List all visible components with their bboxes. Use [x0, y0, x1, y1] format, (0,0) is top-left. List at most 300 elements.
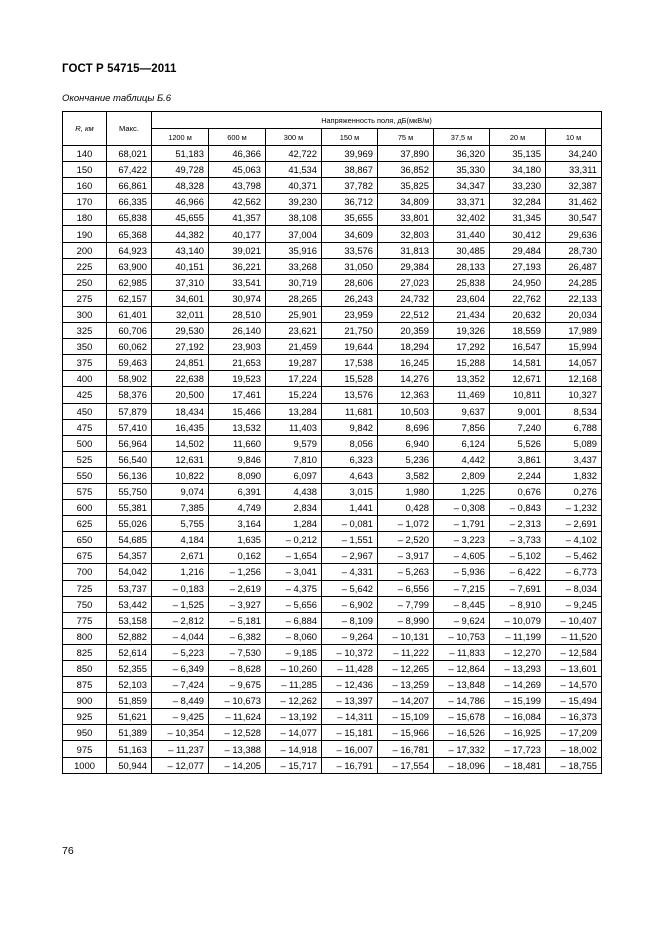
value-cell: – 12,270 — [490, 644, 546, 660]
value-cell: 34,347 — [434, 178, 490, 194]
value-cell: 11,403 — [266, 419, 322, 435]
table-row — [63, 178, 602, 194]
value-cell: 36,221 — [209, 258, 266, 274]
max-cell: 68,021 — [107, 146, 152, 162]
value-cell: – 13,397 — [322, 693, 378, 709]
value-cell: 22,512 — [378, 306, 434, 322]
value-cell: – 1,072 — [378, 516, 434, 532]
value-cell: 42,562 — [209, 194, 266, 210]
value-cell: – 5,263 — [378, 564, 434, 580]
value-cell: 34,240 — [546, 146, 602, 162]
value-cell: – 6,556 — [378, 580, 434, 596]
value-cell: – 13,192 — [266, 709, 322, 725]
value-cell: – 18,096 — [434, 757, 490, 773]
table-caption: Окончание таблицы Б.6 — [62, 93, 172, 104]
distance-cell: 950 — [63, 725, 107, 741]
value-cell: – 14,570 — [546, 677, 602, 693]
value-cell: 2,834 — [266, 500, 322, 516]
value-cell: – 1,551 — [322, 532, 378, 548]
max-cell: 66,335 — [107, 194, 152, 210]
value-cell: 37,004 — [266, 226, 322, 242]
value-cell: 18,559 — [490, 323, 546, 339]
value-cell: 1,635 — [209, 532, 266, 548]
header-freq: 300 м — [266, 129, 322, 146]
max-cell: 56,540 — [107, 451, 152, 467]
value-cell: 1,225 — [434, 483, 490, 499]
value-cell: 39,230 — [266, 194, 322, 210]
value-cell: 31,050 — [322, 258, 378, 274]
value-cell: 17,224 — [266, 371, 322, 387]
value-cell: 6,788 — [546, 419, 602, 435]
table-row — [63, 306, 602, 322]
value-cell: 45,655 — [152, 210, 209, 226]
value-cell: – 11,237 — [152, 741, 209, 757]
value-cell: 24,732 — [378, 290, 434, 306]
value-cell: – 7,691 — [490, 580, 546, 596]
table-row — [63, 725, 602, 741]
value-cell: 2,244 — [490, 467, 546, 483]
value-cell: 39,021 — [209, 242, 266, 258]
value-cell: 27,193 — [490, 258, 546, 274]
value-cell: 28,606 — [322, 274, 378, 290]
value-cell: – 15,678 — [434, 709, 490, 725]
value-cell: 32,011 — [152, 306, 209, 322]
distance-cell: 275 — [63, 290, 107, 306]
value-cell: 33,576 — [322, 242, 378, 258]
value-cell: – 3,041 — [266, 564, 322, 580]
max-cell: 53,442 — [107, 596, 152, 612]
value-cell: 41,357 — [209, 210, 266, 226]
value-cell: 17,292 — [434, 339, 490, 355]
value-cell: 5,526 — [490, 435, 546, 451]
table-row — [63, 693, 602, 709]
value-cell: – 7,424 — [152, 677, 209, 693]
value-cell: 8,696 — [378, 419, 434, 435]
value-cell: 21,750 — [322, 323, 378, 339]
value-cell: 43,140 — [152, 242, 209, 258]
value-cell: 29,384 — [378, 258, 434, 274]
max-cell: 53,158 — [107, 612, 152, 628]
distance-cell: 925 — [63, 709, 107, 725]
value-cell: 23,903 — [209, 339, 266, 355]
value-cell: 28,730 — [546, 242, 602, 258]
value-cell: – 2,967 — [322, 548, 378, 564]
value-cell: 1,832 — [546, 467, 602, 483]
value-cell: – 15,199 — [490, 693, 546, 709]
value-cell: 30,719 — [266, 274, 322, 290]
value-cell: 16,435 — [152, 419, 209, 435]
value-cell: – 13,259 — [378, 677, 434, 693]
value-cell: – 16,007 — [322, 741, 378, 757]
value-cell: 29,636 — [546, 226, 602, 242]
value-cell: 34,609 — [322, 226, 378, 242]
value-cell: – 16,526 — [434, 725, 490, 741]
table-row — [63, 532, 602, 548]
table-row — [63, 580, 602, 596]
value-cell: – 2,812 — [152, 612, 209, 628]
distance-cell: 725 — [63, 580, 107, 596]
distance-cell: 975 — [63, 741, 107, 757]
value-cell: – 14,311 — [322, 709, 378, 725]
value-cell: 10,811 — [490, 387, 546, 403]
distance-cell: 575 — [63, 483, 107, 499]
value-cell: 9,846 — [209, 451, 266, 467]
value-cell: – 13,601 — [546, 661, 602, 677]
distance-cell: 600 — [63, 500, 107, 516]
value-cell: 23,621 — [266, 323, 322, 339]
value-cell: 17,989 — [546, 323, 602, 339]
value-cell: – 10,753 — [434, 628, 490, 644]
value-cell: 46,366 — [209, 146, 266, 162]
value-cell: 35,330 — [434, 162, 490, 178]
value-cell: – 14,269 — [490, 677, 546, 693]
table-row — [63, 258, 602, 274]
distance-cell: 180 — [63, 210, 107, 226]
header-freq: 1200 м — [152, 129, 209, 146]
value-cell: – 16,925 — [490, 725, 546, 741]
distance-cell: 500 — [63, 435, 107, 451]
value-cell: – 16,791 — [322, 757, 378, 773]
value-cell: 12,168 — [546, 371, 602, 387]
table-body — [63, 146, 602, 774]
value-cell: 2,809 — [434, 467, 490, 483]
value-cell: – 7,215 — [434, 580, 490, 596]
max-cell: 51,389 — [107, 725, 152, 741]
value-cell: 40,151 — [152, 258, 209, 274]
value-cell: – 0,308 — [434, 500, 490, 516]
value-cell: 1,441 — [322, 500, 378, 516]
max-cell: 59,463 — [107, 355, 152, 371]
value-cell: 16,245 — [378, 355, 434, 371]
value-cell: 34,601 — [152, 290, 209, 306]
value-cell: – 11,285 — [266, 677, 322, 693]
max-cell: 53,737 — [107, 580, 152, 596]
distance-cell: 170 — [63, 194, 107, 210]
value-cell: 27,192 — [152, 339, 209, 355]
value-cell: 14,581 — [490, 355, 546, 371]
value-cell: 32,387 — [546, 178, 602, 194]
value-cell: – 7,799 — [378, 596, 434, 612]
value-cell: 29,484 — [490, 242, 546, 258]
value-cell: 13,352 — [434, 371, 490, 387]
value-cell: 36,712 — [322, 194, 378, 210]
value-cell: – 13,848 — [434, 677, 490, 693]
value-cell: 20,500 — [152, 387, 209, 403]
value-cell: – 5,102 — [490, 548, 546, 564]
value-cell: 43,798 — [209, 178, 266, 194]
value-cell: 12,363 — [378, 387, 434, 403]
value-cell: 5,755 — [152, 516, 209, 532]
table-row — [63, 194, 602, 210]
value-cell: – 18,755 — [546, 757, 602, 773]
value-cell: 7,385 — [152, 500, 209, 516]
header-freq: 37,5 м — [434, 129, 490, 146]
max-cell: 54,685 — [107, 532, 152, 548]
value-cell: 17,461 — [209, 387, 266, 403]
value-cell: – 12,436 — [322, 677, 378, 693]
value-cell: – 12,584 — [546, 644, 602, 660]
value-cell: 6,940 — [378, 435, 434, 451]
distance-cell: 150 — [63, 162, 107, 178]
table-row — [63, 564, 602, 580]
value-cell: 10,822 — [152, 467, 209, 483]
value-cell: 30,485 — [434, 242, 490, 258]
max-cell: 51,621 — [107, 709, 152, 725]
header-max: Макс. — [107, 112, 152, 146]
value-cell: 1,980 — [378, 483, 434, 499]
value-cell: – 1,232 — [546, 500, 602, 516]
value-cell: 32,284 — [490, 194, 546, 210]
distance-cell: 750 — [63, 596, 107, 612]
table-row — [63, 435, 602, 451]
value-cell: – 8,990 — [378, 612, 434, 628]
table-row — [63, 644, 602, 660]
value-cell: 22,638 — [152, 371, 209, 387]
max-cell: 57,410 — [107, 419, 152, 435]
header-distance: R, км — [63, 112, 107, 146]
value-cell: 23,959 — [322, 306, 378, 322]
value-cell: 13,576 — [322, 387, 378, 403]
value-cell: 33,541 — [209, 274, 266, 290]
value-cell: 1,284 — [266, 516, 322, 532]
distance-cell: 300 — [63, 306, 107, 322]
value-cell: – 3,223 — [434, 532, 490, 548]
max-cell: 54,357 — [107, 548, 152, 564]
value-cell: – 2,520 — [378, 532, 434, 548]
table-row — [63, 274, 602, 290]
value-cell: 26,140 — [209, 323, 266, 339]
value-cell: – 8,449 — [152, 693, 209, 709]
max-cell: 55,750 — [107, 483, 152, 499]
value-cell: – 6,884 — [266, 612, 322, 628]
value-cell: – 14,207 — [378, 693, 434, 709]
table-row — [63, 339, 602, 355]
value-cell: – 18,002 — [546, 741, 602, 757]
value-cell: 34,180 — [490, 162, 546, 178]
distance-cell: 425 — [63, 387, 107, 403]
value-cell: 9,637 — [434, 403, 490, 419]
distance-cell: 450 — [63, 403, 107, 419]
distance-cell: 1000 — [63, 757, 107, 773]
distance-cell: 375 — [63, 355, 107, 371]
distance-cell: 550 — [63, 467, 107, 483]
value-cell: 17,538 — [322, 355, 378, 371]
value-cell: – 12,864 — [434, 661, 490, 677]
value-cell: – 0,212 — [266, 532, 322, 548]
max-cell: 54,042 — [107, 564, 152, 580]
value-cell: 15,466 — [209, 403, 266, 419]
table-row — [63, 661, 602, 677]
value-cell: – 4,102 — [546, 532, 602, 548]
max-cell: 51,163 — [107, 741, 152, 757]
value-cell: 25,901 — [266, 306, 322, 322]
value-cell: 20,359 — [378, 323, 434, 339]
table-row — [63, 210, 602, 226]
value-cell: – 8,628 — [209, 661, 266, 677]
value-cell: – 5,181 — [209, 612, 266, 628]
value-cell: 29,530 — [152, 323, 209, 339]
value-cell: 10,327 — [546, 387, 602, 403]
table-row — [63, 467, 602, 483]
value-cell: – 9,245 — [546, 596, 602, 612]
value-cell: 3,164 — [209, 516, 266, 532]
max-cell: 61,401 — [107, 306, 152, 322]
value-cell: – 6,382 — [209, 628, 266, 644]
max-cell: 55,026 — [107, 516, 152, 532]
value-cell: 23,604 — [434, 290, 490, 306]
value-cell: – 11,199 — [490, 628, 546, 644]
max-cell: 56,136 — [107, 467, 152, 483]
distance-cell: 160 — [63, 178, 107, 194]
table-row — [63, 451, 602, 467]
header-freq: 10 м — [546, 129, 602, 146]
max-cell: 65,368 — [107, 226, 152, 242]
value-cell: 8,090 — [209, 467, 266, 483]
value-cell: 19,326 — [434, 323, 490, 339]
max-cell: 57,879 — [107, 403, 152, 419]
value-cell: – 15,717 — [266, 757, 322, 773]
header-freq: 75 м — [378, 129, 434, 146]
value-cell: – 11,624 — [209, 709, 266, 725]
header-field-strength: Напряженность поля, дБ(мкВ/м) — [152, 112, 602, 129]
value-cell: 27,023 — [378, 274, 434, 290]
max-cell: 55,381 — [107, 500, 152, 516]
table-row — [63, 741, 602, 757]
distance-cell: 800 — [63, 628, 107, 644]
max-cell: 67,422 — [107, 162, 152, 178]
value-cell: – 14,077 — [266, 725, 322, 741]
value-cell: – 5,936 — [434, 564, 490, 580]
value-cell: – 17,723 — [490, 741, 546, 757]
value-cell: – 12,265 — [378, 661, 434, 677]
max-cell: 50,944 — [107, 757, 152, 773]
value-cell: 42,722 — [266, 146, 322, 162]
distance-cell: 190 — [63, 226, 107, 242]
value-cell: – 5,223 — [152, 644, 209, 660]
value-cell: 21,653 — [209, 355, 266, 371]
value-cell: 0,162 — [209, 548, 266, 564]
value-cell: – 15,109 — [378, 709, 434, 725]
value-cell: – 7,530 — [209, 644, 266, 660]
value-cell: 15,994 — [546, 339, 602, 355]
value-cell: 22,762 — [490, 290, 546, 306]
header-freq: 600 м — [209, 129, 266, 146]
value-cell: 40,177 — [209, 226, 266, 242]
value-cell: – 12,528 — [209, 725, 266, 741]
value-cell: 28,265 — [266, 290, 322, 306]
value-cell: 21,434 — [434, 306, 490, 322]
distance-cell: 525 — [63, 451, 107, 467]
value-cell: – 14,918 — [266, 741, 322, 757]
value-cell: – 10,673 — [209, 693, 266, 709]
value-cell: 31,345 — [490, 210, 546, 226]
value-cell: 24,950 — [490, 274, 546, 290]
distance-cell: 875 — [63, 677, 107, 693]
value-cell: – 10,407 — [546, 612, 602, 628]
value-cell: – 2,313 — [490, 516, 546, 532]
value-cell: – 11,520 — [546, 628, 602, 644]
value-cell: – 5,656 — [266, 596, 322, 612]
value-cell: 37,782 — [322, 178, 378, 194]
value-cell: – 0,081 — [322, 516, 378, 532]
value-cell: 6,391 — [209, 483, 266, 499]
value-cell: 46,966 — [152, 194, 209, 210]
value-cell: – 6,902 — [322, 596, 378, 612]
value-cell: 3,582 — [378, 467, 434, 483]
value-cell: 14,502 — [152, 435, 209, 451]
value-cell: – 17,332 — [434, 741, 490, 757]
table-row — [63, 387, 602, 403]
value-cell: 44,382 — [152, 226, 209, 242]
max-cell: 56,964 — [107, 435, 152, 451]
value-cell: 1,216 — [152, 564, 209, 580]
table-header — [63, 112, 602, 146]
value-cell: – 11,833 — [434, 644, 490, 660]
table-row — [63, 516, 602, 532]
page-number: 76 — [62, 845, 74, 857]
table-row — [63, 403, 602, 419]
value-cell: 36,852 — [378, 162, 434, 178]
value-cell: – 17,554 — [378, 757, 434, 773]
value-cell: 35,916 — [266, 242, 322, 258]
value-cell: – 11,222 — [378, 644, 434, 660]
value-cell: 13,284 — [266, 403, 322, 419]
value-cell: 37,310 — [152, 274, 209, 290]
value-cell: 6,124 — [434, 435, 490, 451]
value-cell: – 13,293 — [490, 661, 546, 677]
value-cell: – 9,675 — [209, 677, 266, 693]
value-cell: 30,547 — [546, 210, 602, 226]
value-cell: – 15,494 — [546, 693, 602, 709]
max-cell: 60,062 — [107, 339, 152, 355]
distance-cell: 850 — [63, 661, 107, 677]
distance-cell: 325 — [63, 323, 107, 339]
value-cell: 4,184 — [152, 532, 209, 548]
max-cell: 58,902 — [107, 371, 152, 387]
value-cell: – 10,260 — [266, 661, 322, 677]
value-cell: 3,437 — [546, 451, 602, 467]
value-cell: 35,135 — [490, 146, 546, 162]
max-cell: 52,614 — [107, 644, 152, 660]
value-cell: – 4,375 — [266, 580, 322, 596]
value-cell: – 3,733 — [490, 532, 546, 548]
max-cell: 62,157 — [107, 290, 152, 306]
value-cell: 11,469 — [434, 387, 490, 403]
value-cell: 28,510 — [209, 306, 266, 322]
value-cell: 32,402 — [434, 210, 490, 226]
max-cell: 58,376 — [107, 387, 152, 403]
max-cell: 52,103 — [107, 677, 152, 693]
value-cell: 21,459 — [266, 339, 322, 355]
value-cell: 6,097 — [266, 467, 322, 483]
value-cell: 4,643 — [322, 467, 378, 483]
document-code: ГОСТ Р 54715—2011 — [62, 63, 177, 75]
value-cell: 0,276 — [546, 483, 602, 499]
header-freq: 20 м — [490, 129, 546, 146]
value-cell: 9,074 — [152, 483, 209, 499]
distance-cell: 625 — [63, 516, 107, 532]
value-cell: 35,655 — [322, 210, 378, 226]
value-cell: – 10,131 — [378, 628, 434, 644]
max-cell: 65,838 — [107, 210, 152, 226]
table-row — [63, 612, 602, 628]
table-row — [63, 548, 602, 564]
value-cell: – 10,372 — [322, 644, 378, 660]
max-cell: 66,861 — [107, 178, 152, 194]
value-cell: 30,974 — [209, 290, 266, 306]
value-cell: 3,861 — [490, 451, 546, 467]
max-cell: 52,882 — [107, 628, 152, 644]
